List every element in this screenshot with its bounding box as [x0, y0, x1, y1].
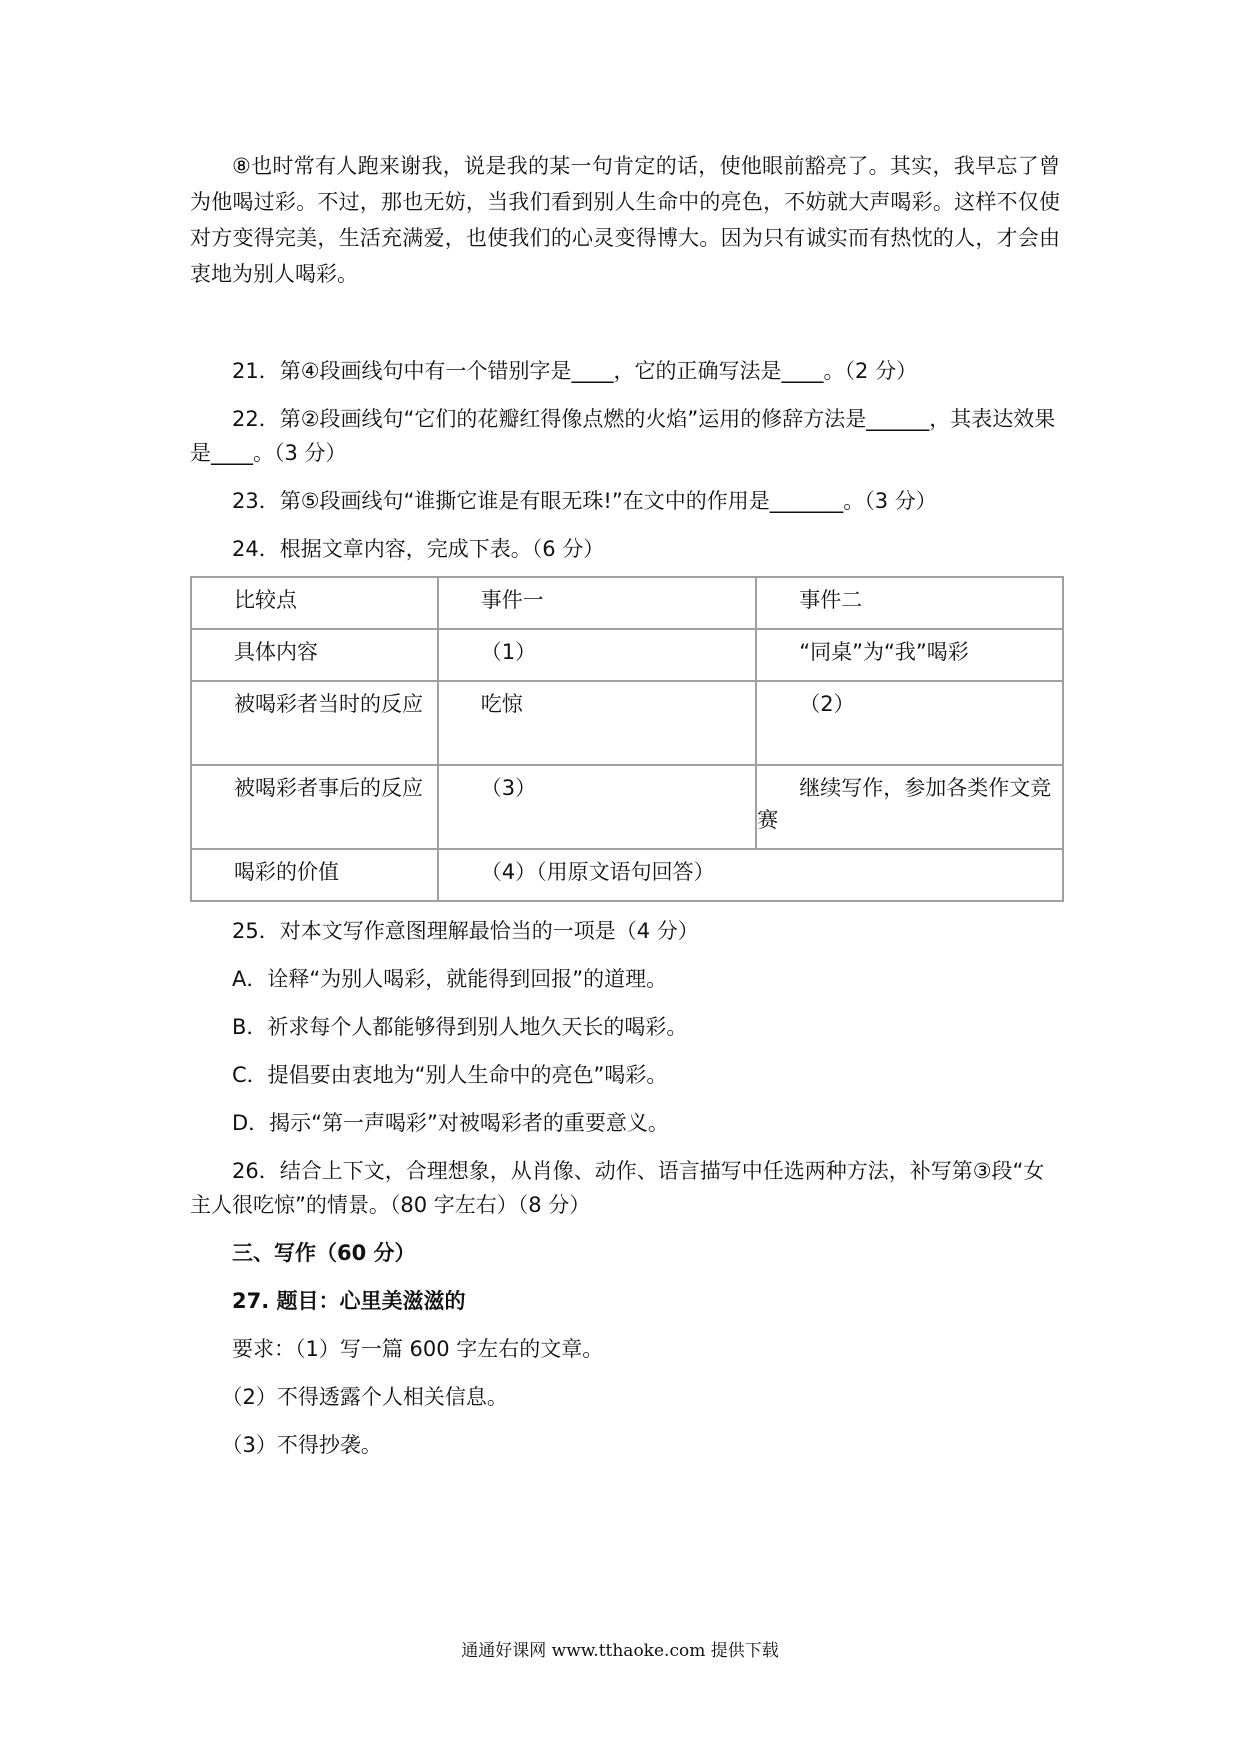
table-header-cell: 比较点	[234, 588, 297, 612]
table-header-cell: 事件一	[480, 588, 544, 612]
writing-requirement-3: （3）不得抄袭。	[221, 1433, 382, 1457]
table-cell: （1）	[480, 640, 537, 664]
writing-topic: 27. 题目：心里美滋滋的	[232, 1289, 466, 1313]
question-24: 24．根据文章内容，完成下表。（6 分）	[232, 537, 605, 561]
page-footer: 通通好课网 www.tthaoke.com 提供下载	[461, 1641, 779, 1661]
table-cell: 继续写作，参加各类作文竞赛	[757, 776, 1052, 832]
table-header-row	[191, 577, 1063, 629]
question-25-option-b: B．祈求每个人都能够得到别人地久天长的喝彩。	[232, 1015, 688, 1039]
writing-section-title: 三、写作（60 分）	[232, 1241, 416, 1265]
table-cell: “同桌”为“我”喝彩	[799, 640, 969, 664]
question-21: 21．第④段画线句中有一个错别字是____，它的正确写法是____。（2 分）	[232, 359, 918, 383]
table-cell: （3）	[480, 776, 537, 800]
table-row	[191, 681, 1063, 765]
spacer	[190, 292, 1060, 354]
table-cell: 喝彩的价值	[234, 860, 339, 884]
table-cell: 被喝彩者事后的反应	[234, 776, 423, 800]
question-22: 22．第②段画线句“它们的花瓣红得像点燃的火焰”运用的修辞方法是______，其表达效果是____。（3 分）	[190, 407, 1056, 465]
question-25-option-a: A．诠释“为别人喝彩，就能得到回报”的道理。	[232, 967, 668, 991]
question-23: 23．第⑤段画线句“谁撕它谁是有眼无珠!”在文中的作用是_______。（3 分）	[232, 489, 937, 513]
question-25-option-d: D．揭示“第一声喝彩”对被喝彩者的重要意义。	[232, 1111, 669, 1135]
passage-paragraph-8: ⑧也时常有人跑来谢我，说是我的某一句肯定的话，使他眼前豁亮了。其实，我早忘了曾为他喝过彩。不过，那也无妨，当我们看到别人生命中的亮色，不妨就大声喝彩。这样不仅使对方变得完美，生活充满爱，也使我们的心灵变得博大。因为只有诚实而有热忱的人，才会由衷地为别人喝彩。	[190, 154, 1060, 286]
writing-requirement-1: 要求：（1）写一篇 600 字左右的文章。	[232, 1337, 604, 1361]
table-cell: 吃惊	[480, 692, 523, 716]
table-row	[191, 765, 1063, 849]
question-26: 26．结合上下文，合理想象，从肖像、动作、语言描写中任选两种方法，补写第③段“女主人很吃惊”的情景。（80 字左右）（8 分）	[190, 1159, 1045, 1217]
comparison-table	[190, 576, 1064, 902]
question-25-option-c: C．提倡要由衷地为“别人生命中的亮色”喝彩。	[232, 1063, 668, 1087]
table-header-cell: 事件二	[799, 588, 863, 612]
table-cell: 具体内容	[234, 640, 318, 664]
table-cell: （2）	[799, 692, 855, 716]
question-25: 25．对本文写作意图理解最恰当的一项是（4 分）	[232, 919, 699, 943]
table-cell: 被喝彩者当时的反应	[234, 692, 423, 716]
table-row	[191, 849, 1063, 901]
table-cell: （4）（用原文语句回答）	[480, 860, 715, 884]
exam-page	[190, 148, 1060, 1462]
writing-requirement-2: （2）不得透露个人相关信息。	[221, 1385, 508, 1409]
table-row	[191, 629, 1063, 681]
